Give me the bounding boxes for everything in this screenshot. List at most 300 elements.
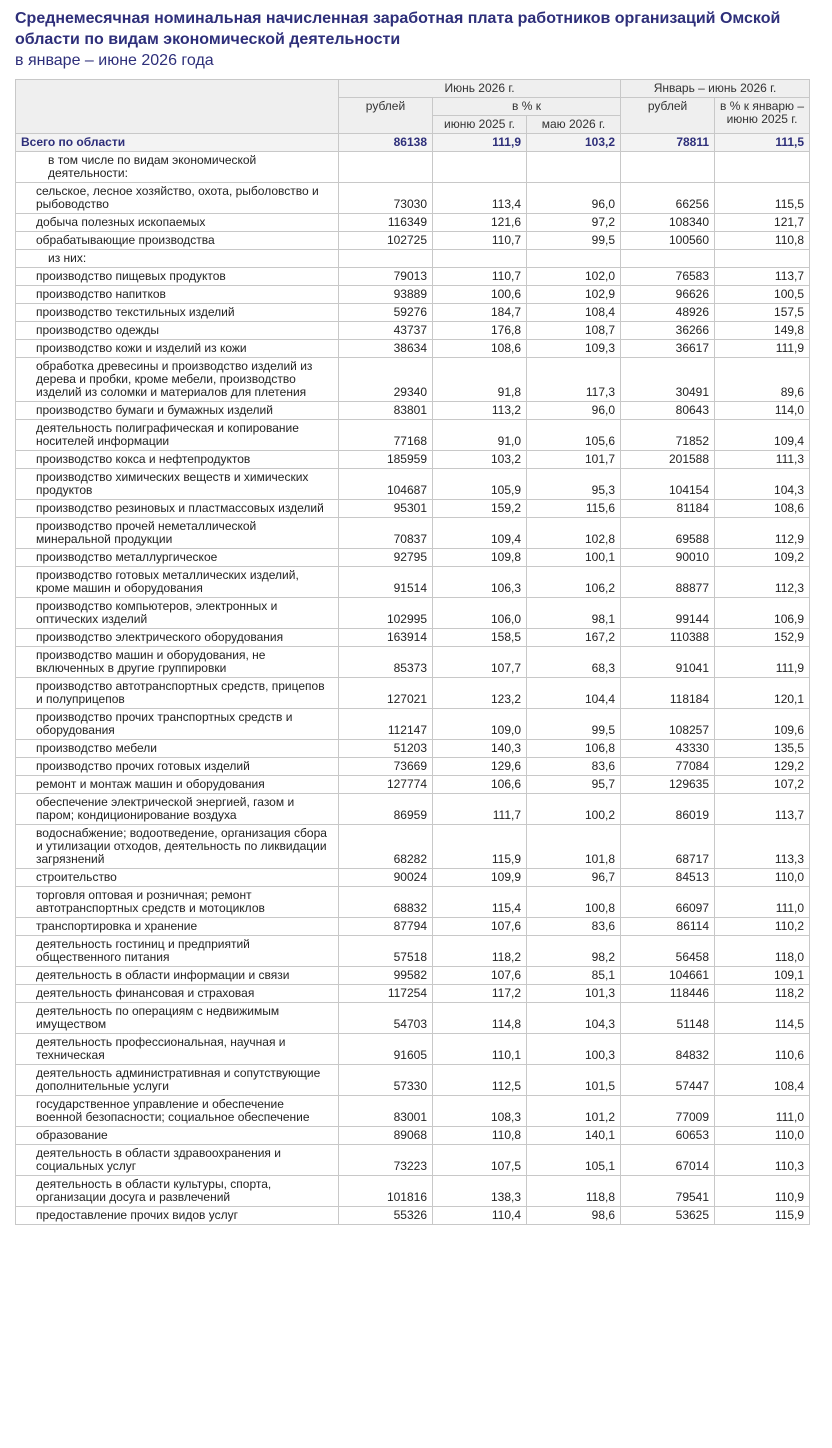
cell-pct-may-2026: 100,2 — [527, 794, 621, 825]
cell-pct-may-2026: 99,5 — [527, 709, 621, 740]
row-label: Всего по области — [16, 134, 339, 152]
empty-cell — [715, 250, 810, 268]
cell-pct-june-2025: 109,8 — [433, 549, 527, 567]
table-row — [16, 322, 810, 340]
row-label: деятельность в области информации и связи — [16, 967, 339, 985]
cell-pct-may-2026: 106,2 — [527, 567, 621, 598]
cell-rubles-june: 68832 — [339, 887, 433, 918]
cell-rubles-june: 57330 — [339, 1065, 433, 1096]
cell-pct-june-2025: 158,5 — [433, 629, 527, 647]
cell-pct-may-2026: 98,6 — [527, 1207, 621, 1225]
cell-pct-may-2026: 83,6 — [527, 758, 621, 776]
cell-pct-june-2025: 117,2 — [433, 985, 527, 1003]
cell-pct-may-2026: 105,6 — [527, 420, 621, 451]
cell-rubles-janjun: 71852 — [621, 420, 715, 451]
table-row — [16, 740, 810, 758]
cell-rubles-janjun: 80643 — [621, 402, 715, 420]
table-row — [16, 869, 810, 887]
cell-pct-june-2025: 107,7 — [433, 647, 527, 678]
cell-pct-may-2026: 102,9 — [527, 286, 621, 304]
cell-pct-janjun-2025: 113,7 — [715, 268, 810, 286]
cell-pct-may-2026: 104,4 — [527, 678, 621, 709]
cell-pct-june-2025: 108,6 — [433, 340, 527, 358]
table-header — [16, 80, 810, 134]
cell-pct-janjun-2025: 106,9 — [715, 598, 810, 629]
cell-pct-may-2026: 96,7 — [527, 869, 621, 887]
cell-pct-may-2026: 99,5 — [527, 232, 621, 250]
cell-pct-june-2025: 115,4 — [433, 887, 527, 918]
cell-rubles-janjun: 77009 — [621, 1096, 715, 1127]
cell-pct-may-2026: 140,1 — [527, 1127, 621, 1145]
cell-rubles-janjun: 129635 — [621, 776, 715, 794]
cell-rubles-janjun: 104661 — [621, 967, 715, 985]
header-jan-jun-2026: Январь – июнь 2026 г. — [621, 80, 810, 98]
cell-rubles-janjun: 67014 — [621, 1145, 715, 1176]
cell-pct-may-2026: 97,2 — [527, 214, 621, 232]
table-row — [16, 1003, 810, 1034]
cell-pct-janjun-2025: 113,3 — [715, 825, 810, 869]
row-label: обрабатывающие производства — [16, 232, 339, 250]
cell-pct-janjun-2025: 112,9 — [715, 518, 810, 549]
row-label: образование — [16, 1127, 339, 1145]
table-row — [16, 451, 810, 469]
row-label: производство готовых металлических изделий, кроме машин и оборудования — [16, 567, 339, 598]
cell-pct-may-2026: 95,7 — [527, 776, 621, 794]
cell-rubles-janjun: 96626 — [621, 286, 715, 304]
cell-rubles-june: 83001 — [339, 1096, 433, 1127]
cell-pct-janjun-2025: 110,3 — [715, 1145, 810, 1176]
cell-pct-june-2025: 110,4 — [433, 1207, 527, 1225]
cell-rubles-janjun: 84832 — [621, 1034, 715, 1065]
cell-rubles-janjun: 57447 — [621, 1065, 715, 1096]
cell-pct-june-2025: 110,7 — [433, 232, 527, 250]
table-row — [16, 232, 810, 250]
cell-pct-janjun-2025: 135,5 — [715, 740, 810, 758]
table-body — [16, 134, 810, 1225]
cell-rubles-janjun: 48926 — [621, 304, 715, 322]
cell-rubles-june: 86959 — [339, 794, 433, 825]
table-row — [16, 758, 810, 776]
header-rubles: рублей — [339, 98, 433, 134]
row-label: производство электрического оборудования — [16, 629, 339, 647]
cell-rubles-june: 85373 — [339, 647, 433, 678]
cell-rubles-june: 104687 — [339, 469, 433, 500]
table-row — [16, 794, 810, 825]
cell-pct-janjun-2025: 118,2 — [715, 985, 810, 1003]
cell-pct-may-2026: 115,6 — [527, 500, 621, 518]
cell-pct-janjun-2025: 115,5 — [715, 183, 810, 214]
empty-cell — [715, 152, 810, 183]
header-june-2025: июню 2025 г. — [433, 116, 527, 134]
empty-cell — [621, 152, 715, 183]
cell-pct-may-2026: 117,3 — [527, 358, 621, 402]
row-label: производство машин и оборудования, не включенных в другие группировки — [16, 647, 339, 678]
table-row — [16, 469, 810, 500]
cell-pct-janjun-2025: 110,0 — [715, 869, 810, 887]
row-label: производство автотранспортных средств, прицепов и полуприцепов — [16, 678, 339, 709]
table-row — [16, 549, 810, 567]
cell-pct-june-2025: 106,0 — [433, 598, 527, 629]
cell-rubles-janjun: 108340 — [621, 214, 715, 232]
cell-rubles-janjun: 86019 — [621, 794, 715, 825]
cell-pct-june-2025: 123,2 — [433, 678, 527, 709]
row-label: деятельность в области культуры, спорта, организации досуга и развлечений — [16, 1176, 339, 1207]
cell-rubles-janjun: 118184 — [621, 678, 715, 709]
cell-pct-janjun-2025: 109,4 — [715, 420, 810, 451]
table-row — [16, 1034, 810, 1065]
cell-rubles-janjun: 108257 — [621, 709, 715, 740]
row-label: производство резиновых и пластмассовых изделий — [16, 500, 339, 518]
cell-rubles-janjun: 56458 — [621, 936, 715, 967]
cell-pct-june-2025: 109,9 — [433, 869, 527, 887]
cell-pct-june-2025: 159,2 — [433, 500, 527, 518]
empty-cell — [527, 152, 621, 183]
cell-pct-may-2026: 98,2 — [527, 936, 621, 967]
cell-pct-may-2026: 100,1 — [527, 549, 621, 567]
cell-rubles-june: 127774 — [339, 776, 433, 794]
cell-pct-janjun-2025: 111,5 — [715, 134, 810, 152]
cell-rubles-janjun: 30491 — [621, 358, 715, 402]
cell-rubles-june: 93889 — [339, 286, 433, 304]
table-row — [16, 967, 810, 985]
table-row — [16, 420, 810, 451]
cell-rubles-janjun: 36617 — [621, 340, 715, 358]
cell-rubles-june: 54703 — [339, 1003, 433, 1034]
cell-pct-june-2025: 114,8 — [433, 1003, 527, 1034]
table-row-note — [16, 152, 810, 183]
cell-pct-may-2026: 96,0 — [527, 183, 621, 214]
row-label: обеспечение электрической энергией, газом и паром; кондиционирование воздуха — [16, 794, 339, 825]
cell-rubles-june: 99582 — [339, 967, 433, 985]
row-label: деятельность финансовая и страховая — [16, 985, 339, 1003]
cell-pct-june-2025: 91,0 — [433, 420, 527, 451]
wage-table — [15, 79, 810, 1225]
cell-pct-may-2026: 101,3 — [527, 985, 621, 1003]
cell-pct-may-2026: 68,3 — [527, 647, 621, 678]
cell-pct-june-2025: 184,7 — [433, 304, 527, 322]
header-june-2026: Июнь 2026 г. — [339, 80, 621, 98]
cell-rubles-janjun: 51148 — [621, 1003, 715, 1034]
cell-pct-may-2026: 106,8 — [527, 740, 621, 758]
cell-rubles-june: 70837 — [339, 518, 433, 549]
cell-pct-janjun-2025: 110,0 — [715, 1127, 810, 1145]
row-label: производство прочих транспортных средств и оборудования — [16, 709, 339, 740]
table-row — [16, 678, 810, 709]
row-label: производство текстильных изделий — [16, 304, 339, 322]
cell-pct-janjun-2025: 121,7 — [715, 214, 810, 232]
cell-rubles-june: 38634 — [339, 340, 433, 358]
empty-cell — [433, 250, 527, 268]
empty-cell — [621, 250, 715, 268]
table-row — [16, 1096, 810, 1127]
cell-rubles-janjun: 91041 — [621, 647, 715, 678]
cell-pct-may-2026: 104,3 — [527, 1003, 621, 1034]
cell-pct-may-2026: 100,8 — [527, 887, 621, 918]
cell-pct-june-2025: 109,4 — [433, 518, 527, 549]
row-label: производство прочих готовых изделий — [16, 758, 339, 776]
cell-pct-janjun-2025: 112,3 — [715, 567, 810, 598]
row-label: производство одежды — [16, 322, 339, 340]
cell-rubles-june: 51203 — [339, 740, 433, 758]
row-label: производство кокса и нефтепродуктов — [16, 451, 339, 469]
cell-rubles-janjun: 100560 — [621, 232, 715, 250]
cell-pct-may-2026: 101,2 — [527, 1096, 621, 1127]
cell-pct-may-2026: 105,1 — [527, 1145, 621, 1176]
table-row — [16, 936, 810, 967]
cell-pct-june-2025: 129,6 — [433, 758, 527, 776]
table-row — [16, 1145, 810, 1176]
row-label: деятельность профессиональная, научная и техническая — [16, 1034, 339, 1065]
cell-rubles-june: 91514 — [339, 567, 433, 598]
table-row — [16, 629, 810, 647]
cell-pct-janjun-2025: 113,7 — [715, 794, 810, 825]
table-row — [16, 825, 810, 869]
cell-rubles-june: 117254 — [339, 985, 433, 1003]
cell-rubles-janjun: 81184 — [621, 500, 715, 518]
cell-pct-janjun-2025: 149,8 — [715, 322, 810, 340]
table-row-note-sub — [16, 250, 810, 268]
cell-pct-june-2025: 103,2 — [433, 451, 527, 469]
cell-rubles-janjun: 53625 — [621, 1207, 715, 1225]
table-row — [16, 402, 810, 420]
cell-pct-june-2025: 112,5 — [433, 1065, 527, 1096]
table-row — [16, 1065, 810, 1096]
cell-pct-may-2026: 102,0 — [527, 268, 621, 286]
cell-pct-janjun-2025: 109,6 — [715, 709, 810, 740]
cell-pct-june-2025: 118,2 — [433, 936, 527, 967]
row-label: производство химических веществ и химических продуктов — [16, 469, 339, 500]
cell-pct-janjun-2025: 111,3 — [715, 451, 810, 469]
cell-pct-janjun-2025: 109,1 — [715, 967, 810, 985]
cell-pct-may-2026: 101,7 — [527, 451, 621, 469]
cell-pct-janjun-2025: 152,9 — [715, 629, 810, 647]
cell-rubles-janjun: 118446 — [621, 985, 715, 1003]
table-row — [16, 304, 810, 322]
cell-rubles-june: 68282 — [339, 825, 433, 869]
row-label: производство пищевых продуктов — [16, 268, 339, 286]
table-row — [16, 340, 810, 358]
row-label: производство мебели — [16, 740, 339, 758]
cell-rubles-june: 73669 — [339, 758, 433, 776]
cell-rubles-janjun: 104154 — [621, 469, 715, 500]
cell-pct-june-2025: 140,3 — [433, 740, 527, 758]
row-label: производство напитков — [16, 286, 339, 304]
table-row — [16, 183, 810, 214]
row-label: водоснабжение; водоотведение, организация сбора и утилизации отходов, деятельность по ликвидации загрязнений — [16, 825, 339, 869]
cell-rubles-june: 57518 — [339, 936, 433, 967]
cell-rubles-june: 43737 — [339, 322, 433, 340]
row-label: торговля оптовая и розничная; ремонт автотранспортных средств и мотоциклов — [16, 887, 339, 918]
cell-pct-june-2025: 107,6 — [433, 967, 527, 985]
cell-pct-june-2025: 108,3 — [433, 1096, 527, 1127]
table-row — [16, 985, 810, 1003]
cell-rubles-june: 127021 — [339, 678, 433, 709]
cell-rubles-june: 29340 — [339, 358, 433, 402]
cell-pct-june-2025: 176,8 — [433, 322, 527, 340]
cell-rubles-june: 79013 — [339, 268, 433, 286]
cell-pct-june-2025: 107,5 — [433, 1145, 527, 1176]
table-row — [16, 598, 810, 629]
cell-pct-janjun-2025: 107,2 — [715, 776, 810, 794]
cell-pct-janjun-2025: 104,3 — [715, 469, 810, 500]
page-title: Среднемесячная номинальная начисленная заработная плата работников организаций Омской области по видам экономической деятельности — [15, 10, 781, 48]
cell-rubles-june: 59276 — [339, 304, 433, 322]
cell-rubles-janjun: 78811 — [621, 134, 715, 152]
header-may-2026: маю 2026 г. — [527, 116, 621, 134]
cell-rubles-june: 73223 — [339, 1145, 433, 1176]
cell-pct-janjun-2025: 157,5 — [715, 304, 810, 322]
cell-rubles-janjun: 79541 — [621, 1176, 715, 1207]
cell-pct-may-2026: 85,1 — [527, 967, 621, 985]
cell-pct-june-2025: 109,0 — [433, 709, 527, 740]
cell-rubles-june: 86138 — [339, 134, 433, 152]
cell-rubles-janjun: 88877 — [621, 567, 715, 598]
cell-pct-janjun-2025: 110,9 — [715, 1176, 810, 1207]
cell-rubles-janjun: 77084 — [621, 758, 715, 776]
cell-pct-june-2025: 110,7 — [433, 268, 527, 286]
cell-pct-janjun-2025: 100,5 — [715, 286, 810, 304]
table-row — [16, 647, 810, 678]
cell-rubles-june: 185959 — [339, 451, 433, 469]
cell-rubles-june: 102725 — [339, 232, 433, 250]
row-note-label: из них: — [16, 250, 339, 268]
cell-pct-janjun-2025: 129,2 — [715, 758, 810, 776]
cell-pct-may-2026: 102,8 — [527, 518, 621, 549]
row-label: деятельность полиграфическая и копирование носителей информации — [16, 420, 339, 451]
row-label: деятельность гостиниц и предприятий общественного питания — [16, 936, 339, 967]
cell-pct-june-2025: 113,4 — [433, 183, 527, 214]
table-row — [16, 286, 810, 304]
cell-pct-june-2025: 115,9 — [433, 825, 527, 869]
table-row-total — [16, 134, 810, 152]
table-row — [16, 518, 810, 549]
row-label: производство бумаги и бумажных изделий — [16, 402, 339, 420]
cell-rubles-june: 95301 — [339, 500, 433, 518]
row-label: добыча полезных ископаемых — [16, 214, 339, 232]
row-label: деятельность по операциям с недвижимым имуществом — [16, 1003, 339, 1034]
empty-cell — [433, 152, 527, 183]
cell-pct-june-2025: 121,6 — [433, 214, 527, 232]
cell-rubles-june: 116349 — [339, 214, 433, 232]
cell-pct-may-2026: 167,2 — [527, 629, 621, 647]
cell-rubles-june: 91605 — [339, 1034, 433, 1065]
cell-pct-may-2026: 98,1 — [527, 598, 621, 629]
table-row — [16, 887, 810, 918]
cell-rubles-janjun: 201588 — [621, 451, 715, 469]
empty-cell — [527, 250, 621, 268]
table-row — [16, 500, 810, 518]
cell-pct-june-2025: 106,3 — [433, 567, 527, 598]
empty-cell — [339, 250, 433, 268]
row-label: производство компьютеров, электронных и оптических изделий — [16, 598, 339, 629]
cell-pct-janjun-2025: 111,9 — [715, 647, 810, 678]
cell-pct-may-2026: 118,8 — [527, 1176, 621, 1207]
cell-pct-janjun-2025: 89,6 — [715, 358, 810, 402]
cell-rubles-janjun: 60653 — [621, 1127, 715, 1145]
cell-pct-may-2026: 100,3 — [527, 1034, 621, 1065]
cell-rubles-janjun: 69588 — [621, 518, 715, 549]
cell-rubles-janjun: 68717 — [621, 825, 715, 869]
cell-pct-june-2025: 107,6 — [433, 918, 527, 936]
header-percent-janjun-2025: в % к январю – июню 2025 г. — [715, 98, 810, 134]
table-row — [16, 567, 810, 598]
cell-rubles-janjun: 36266 — [621, 322, 715, 340]
cell-rubles-june: 101816 — [339, 1176, 433, 1207]
header-percent-to: в % к — [433, 98, 621, 116]
cell-pct-janjun-2025: 108,6 — [715, 500, 810, 518]
row-note-label: в том числе по видам экономической деятельности: — [16, 152, 339, 183]
row-label: транспортировка и хранение — [16, 918, 339, 936]
table-row — [16, 268, 810, 286]
table-row — [16, 776, 810, 794]
row-label: производство прочей неметаллической минеральной продукции — [16, 518, 339, 549]
row-label: строительство — [16, 869, 339, 887]
cell-pct-janjun-2025: 114,5 — [715, 1003, 810, 1034]
cell-pct-june-2025: 113,2 — [433, 402, 527, 420]
cell-rubles-janjun: 66097 — [621, 887, 715, 918]
cell-rubles-june: 112147 — [339, 709, 433, 740]
row-label: предоставление прочих видов услуг — [16, 1207, 339, 1225]
cell-rubles-june: 77168 — [339, 420, 433, 451]
row-label: обработка древесины и производство изделий из дерева и пробки, кроме мебели, производство изделий из соломки и материалов для плетения — [16, 358, 339, 402]
cell-rubles-janjun: 43330 — [621, 740, 715, 758]
cell-pct-janjun-2025: 110,2 — [715, 918, 810, 936]
cell-pct-janjun-2025: 120,1 — [715, 678, 810, 709]
cell-pct-janjun-2025: 110,8 — [715, 232, 810, 250]
cell-pct-may-2026: 103,2 — [527, 134, 621, 152]
table-row — [16, 358, 810, 402]
cell-rubles-janjun: 90010 — [621, 549, 715, 567]
cell-rubles-june: 102995 — [339, 598, 433, 629]
cell-rubles-june: 163914 — [339, 629, 433, 647]
cell-pct-janjun-2025: 111,0 — [715, 887, 810, 918]
cell-pct-june-2025: 106,6 — [433, 776, 527, 794]
cell-pct-may-2026: 95,3 — [527, 469, 621, 500]
cell-pct-janjun-2025: 109,2 — [715, 549, 810, 567]
cell-pct-may-2026: 83,6 — [527, 918, 621, 936]
cell-rubles-janjun: 110388 — [621, 629, 715, 647]
table-row — [16, 1207, 810, 1225]
cell-pct-janjun-2025: 118,0 — [715, 936, 810, 967]
cell-rubles-janjun: 76583 — [621, 268, 715, 286]
cell-pct-may-2026: 101,5 — [527, 1065, 621, 1096]
cell-pct-june-2025: 110,8 — [433, 1127, 527, 1145]
cell-pct-may-2026: 96,0 — [527, 402, 621, 420]
cell-pct-june-2025: 105,9 — [433, 469, 527, 500]
row-label: деятельность административная и сопутствующие дополнительные услуги — [16, 1065, 339, 1096]
table-row — [16, 214, 810, 232]
cell-pct-may-2026: 109,3 — [527, 340, 621, 358]
cell-rubles-june: 87794 — [339, 918, 433, 936]
table-row — [16, 918, 810, 936]
cell-pct-janjun-2025: 111,9 — [715, 340, 810, 358]
cell-rubles-june: 92795 — [339, 549, 433, 567]
cell-pct-june-2025: 110,1 — [433, 1034, 527, 1065]
cell-rubles-janjun: 66256 — [621, 183, 715, 214]
cell-rubles-june: 89068 — [339, 1127, 433, 1145]
cell-pct-may-2026: 108,4 — [527, 304, 621, 322]
cell-rubles-june: 73030 — [339, 183, 433, 214]
cell-rubles-janjun: 99144 — [621, 598, 715, 629]
cell-pct-june-2025: 138,3 — [433, 1176, 527, 1207]
table-row — [16, 1176, 810, 1207]
cell-rubles-june: 90024 — [339, 869, 433, 887]
cell-pct-janjun-2025: 110,6 — [715, 1034, 810, 1065]
table-row — [16, 709, 810, 740]
cell-pct-janjun-2025: 108,4 — [715, 1065, 810, 1096]
cell-rubles-janjun: 84513 — [621, 869, 715, 887]
cell-pct-janjun-2025: 115,9 — [715, 1207, 810, 1225]
